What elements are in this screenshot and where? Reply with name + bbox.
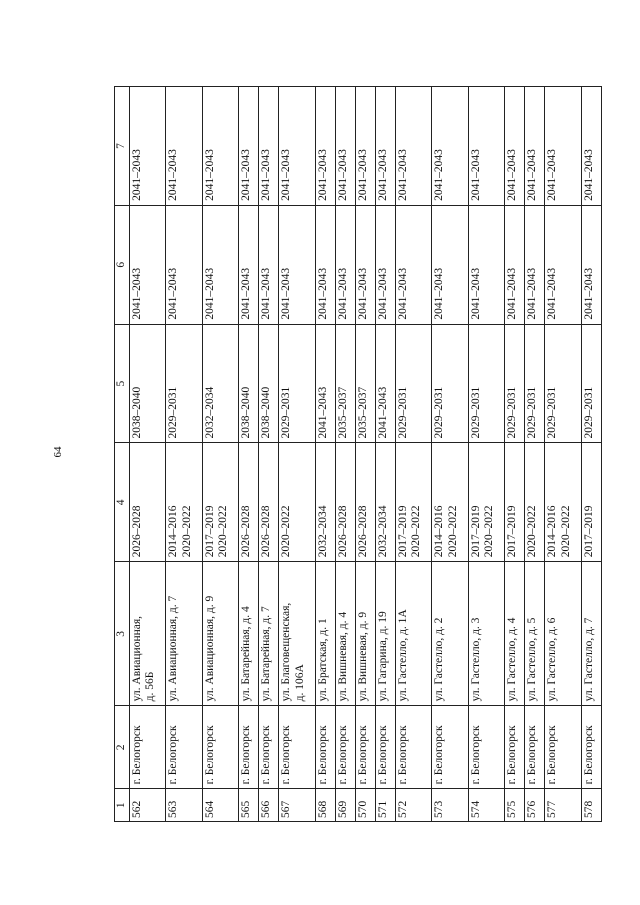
years-col4-cell: 2026–2028 <box>335 443 355 562</box>
years-col6-cell: 2041–2043 <box>545 205 581 324</box>
years-col4-cell: 2026–2028 <box>259 443 279 562</box>
years-col4-cell: 2014–2016 2020–2022 <box>166 443 202 562</box>
years-col5-cell: 2029–2031 <box>545 324 581 443</box>
city-cell: г. Белогорск <box>335 706 355 789</box>
address-cell: ул. Гагарина, д. 19 <box>376 562 396 706</box>
years-col6-cell: 2041–2043 <box>525 205 545 324</box>
years-col7-cell: 2041–2043 <box>581 87 601 206</box>
address-cell: ул. Батарейная, д. 7 <box>259 562 279 706</box>
address-cell: ул. Вишневая, д. 9 <box>355 562 375 706</box>
city-cell: г. Белогорск <box>202 706 238 789</box>
years-col6-cell: 2041–2043 <box>376 205 396 324</box>
table-row <box>166 87 202 822</box>
years-col4-cell: 2020–2022 <box>525 443 545 562</box>
column-header: 4 <box>115 443 130 562</box>
row-number-cell: 569 <box>335 789 355 822</box>
years-col6-cell: 2041–2043 <box>239 205 259 324</box>
table-row <box>376 87 396 822</box>
years-col7-cell: 2041–2043 <box>239 87 259 206</box>
years-col5-cell: 2038–2040 <box>239 324 259 443</box>
years-col6-cell: 2041–2043 <box>259 205 279 324</box>
years-col5-cell: 2029–2031 <box>581 324 601 443</box>
years-col6-cell: 2041–2043 <box>355 205 375 324</box>
table-row <box>396 87 432 822</box>
address-cell: ул. Гастелло, д. 3 <box>468 562 504 706</box>
table-row <box>315 87 335 822</box>
years-col7-cell: 2041–2043 <box>315 87 335 206</box>
city-cell: г. Белогорск <box>259 706 279 789</box>
city-cell: г. Белогорск <box>432 706 468 789</box>
years-col5-cell: 2029–2031 <box>432 324 468 443</box>
city-cell: г. Белогорск <box>525 706 545 789</box>
row-number-cell: 573 <box>432 789 468 822</box>
years-col4-cell: 2014–2016 2020–2022 <box>545 443 581 562</box>
years-col4-cell: 2014–2016 2020–2022 <box>432 443 468 562</box>
years-col4-cell: 2020–2022 <box>279 443 315 562</box>
city-cell: г. Белогорск <box>315 706 335 789</box>
city-cell: г. Белогорск <box>239 706 259 789</box>
address-cell: ул. Благовещенская, д. 106А <box>279 562 315 706</box>
row-number-cell: 568 <box>315 789 335 822</box>
years-col5-cell: 2035–2037 <box>335 324 355 443</box>
table-row <box>130 87 166 822</box>
years-col4-cell: 2017–2019 2020–2022 <box>202 443 238 562</box>
years-col4-cell: 2032–2034 <box>376 443 396 562</box>
address-cell: ул. Батарейная, д. 4 <box>239 562 259 706</box>
years-col5-cell: 2029–2031 <box>166 324 202 443</box>
years-col5-cell: 2038–2040 <box>259 324 279 443</box>
table-row <box>239 87 259 822</box>
table-row <box>525 87 545 822</box>
years-col7-cell: 2041–2043 <box>432 87 468 206</box>
city-cell: г. Белогорск <box>505 706 525 789</box>
city-cell: г. Белогорск <box>545 706 581 789</box>
column-header: 3 <box>115 562 130 706</box>
table-row <box>505 87 525 822</box>
table-row <box>545 87 581 822</box>
years-col7-cell: 2041–2043 <box>279 87 315 206</box>
years-col7-cell: 2041–2043 <box>202 87 238 206</box>
row-number-cell: 576 <box>525 789 545 822</box>
address-cell: ул. Гастелло, д. 2 <box>432 562 468 706</box>
years-col4-cell: 2017–2019 2020–2022 <box>396 443 432 562</box>
column-header: 7 <box>115 87 130 206</box>
table-row <box>259 87 279 822</box>
row-number-cell: 567 <box>279 789 315 822</box>
years-col5-cell: 2029–2031 <box>396 324 432 443</box>
row-number-cell: 562 <box>130 789 166 822</box>
years-col7-cell: 2041–2043 <box>525 87 545 206</box>
column-header: 2 <box>115 706 130 789</box>
address-cell: ул. Гастелло, д. 4 <box>505 562 525 706</box>
years-col7-cell: 2041–2043 <box>355 87 375 206</box>
years-col5-cell: 2029–2031 <box>525 324 545 443</box>
table-row <box>202 87 238 822</box>
years-col4-cell: 2026–2028 <box>239 443 259 562</box>
years-col7-cell: 2041–2043 <box>130 87 166 206</box>
table-row <box>581 87 601 822</box>
city-cell: г. Белогорск <box>376 706 396 789</box>
column-header: 1 <box>115 789 130 822</box>
years-col5-cell: 2038–2040 <box>130 324 166 443</box>
years-col7-cell: 2041–2043 <box>396 87 432 206</box>
years-col5-cell: 2029–2031 <box>468 324 504 443</box>
address-cell: ул. Братская, д. 1 <box>315 562 335 706</box>
table-row <box>279 87 315 822</box>
years-col6-cell: 2041–2043 <box>468 205 504 324</box>
years-col4-cell: 2032–2034 <box>315 443 335 562</box>
address-cell: ул. Гастелло, д. 7 <box>581 562 601 706</box>
years-col6-cell: 2041–2043 <box>279 205 315 324</box>
row-number-cell: 578 <box>581 789 601 822</box>
row-number-cell: 570 <box>355 789 375 822</box>
row-number-cell: 577 <box>545 789 581 822</box>
table-header-row <box>115 87 130 822</box>
years-col7-cell: 2041–2043 <box>166 87 202 206</box>
years-col5-cell: 2041–2043 <box>376 324 396 443</box>
years-col6-cell: 2041–2043 <box>166 205 202 324</box>
years-col4-cell: 2017–2019 2020–2022 <box>468 443 504 562</box>
years-col7-cell: 2041–2043 <box>505 87 525 206</box>
years-col7-cell: 2041–2043 <box>545 87 581 206</box>
years-col5-cell: 2029–2031 <box>505 324 525 443</box>
years-col5-cell: 2029–2031 <box>279 324 315 443</box>
row-number-cell: 564 <box>202 789 238 822</box>
city-cell: г. Белогорск <box>130 706 166 789</box>
years-col6-cell: 2041–2043 <box>505 205 525 324</box>
years-col5-cell: 2032–2034 <box>202 324 238 443</box>
years-col4-cell: 2017–2019 <box>581 443 601 562</box>
city-cell: г. Белогорск <box>166 706 202 789</box>
years-col7-cell: 2041–2043 <box>335 87 355 206</box>
page-number: 64 <box>52 446 64 458</box>
row-number-cell: 563 <box>166 789 202 822</box>
table-row <box>335 87 355 822</box>
years-col5-cell: 2041–2043 <box>315 324 335 443</box>
city-cell: г. Белогорск <box>355 706 375 789</box>
table-row <box>355 87 375 822</box>
years-col6-cell: 2041–2043 <box>130 205 166 324</box>
table-row <box>432 87 468 822</box>
row-number-cell: 566 <box>259 789 279 822</box>
row-number-cell: 571 <box>376 789 396 822</box>
years-col5-cell: 2035–2037 <box>355 324 375 443</box>
column-header: 5 <box>115 324 130 443</box>
city-cell: г. Белогорск <box>468 706 504 789</box>
table-row <box>468 87 504 822</box>
address-cell: ул. Авиационная, д. 7 <box>166 562 202 706</box>
years-col6-cell: 2041–2043 <box>396 205 432 324</box>
years-col6-cell: 2041–2043 <box>335 205 355 324</box>
years-col6-cell: 2041–2043 <box>202 205 238 324</box>
row-number-cell: 574 <box>468 789 504 822</box>
years-col7-cell: 2041–2043 <box>468 87 504 206</box>
city-cell: г. Белогорск <box>396 706 432 789</box>
row-number-cell: 565 <box>239 789 259 822</box>
address-cell: ул. Гастелло, д. 1А <box>396 562 432 706</box>
years-col4-cell: 2017–2019 <box>505 443 525 562</box>
address-cell: ул. Вишневая, д. 4 <box>335 562 355 706</box>
city-cell: г. Белогорск <box>279 706 315 789</box>
years-col7-cell: 2041–2043 <box>376 87 396 206</box>
address-cell: ул. Гастелло, д. 5 <box>525 562 545 706</box>
data-table <box>114 86 602 822</box>
years-col6-cell: 2041–2043 <box>315 205 335 324</box>
address-cell: ул. Гастелло, д. 6 <box>545 562 581 706</box>
address-cell: ул. Авиационная, д. 9 <box>202 562 238 706</box>
column-header: 6 <box>115 205 130 324</box>
row-number-cell: 572 <box>396 789 432 822</box>
table-container <box>114 86 602 822</box>
row-number-cell: 575 <box>505 789 525 822</box>
years-col7-cell: 2041–2043 <box>259 87 279 206</box>
city-cell: г. Белогорск <box>581 706 601 789</box>
years-col4-cell: 2026–2028 <box>130 443 166 562</box>
years-col6-cell: 2041–2043 <box>581 205 601 324</box>
years-col4-cell: 2026–2028 <box>355 443 375 562</box>
years-col6-cell: 2041–2043 <box>432 205 468 324</box>
address-cell: ул. Авиационная, д. 56Б <box>130 562 166 706</box>
